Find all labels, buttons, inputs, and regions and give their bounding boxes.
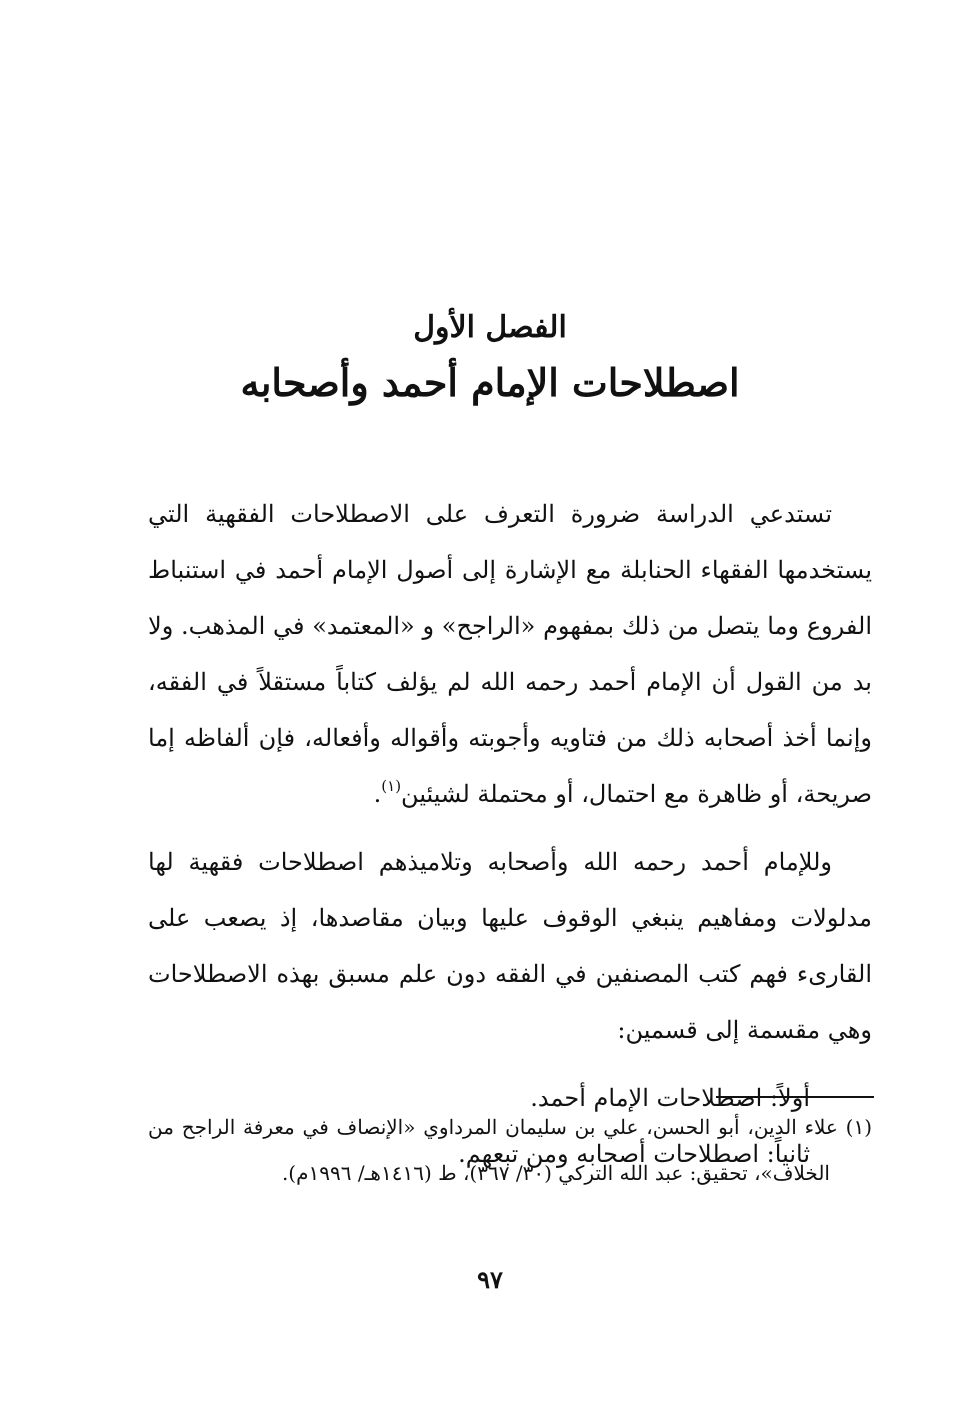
body-text (148, 486, 872, 1182)
footnote-divider (716, 1096, 874, 1098)
paragraph-1-end: . (373, 780, 382, 808)
list-item-first: أولاً: اصطلاحات الإمام أحمد. (530, 1084, 810, 1112)
paragraph-2: وللإمام أحمد رحمه الله وأصحابه وتلاميذهم اصطلاحات فقهية لها مدلولات ومفاهيم ينبغي الوقوف عليها وبيان مقاصدها، إذ يصعب على القارىء فهم كتب المصنفين في الفقه دون علم مسبق بهذه الاصطلاحات وهي مقسمة إلى قسمين: (148, 848, 873, 1044)
footnote (148, 1104, 872, 1196)
paragraph-1 (148, 486, 872, 822)
footnote-marker: (١) (381, 777, 402, 795)
chapter-title: اصطلاحات الإمام أحمد وأصحابه (240, 360, 740, 405)
footnote-text: (١) علاء الدين، أبو الحسن، علي بن سليمان المرداوي «الإنصاف في معرفة الراجح من الخلاف»، تحقيق: عبد الله التركي (٣٠/ ٣٦٧)، ط (١٤١٦هـ/ ١٩٩٦م). (148, 1115, 872, 1185)
page-number: ٩٧ (477, 1265, 503, 1294)
chapter-label: الفصل الأول (413, 310, 567, 345)
list-item-second: ثانياً: اصطلاحات أصحابه ومن تبعهم. (458, 1140, 810, 1168)
paragraph-1-text: تستدعي الدراسة ضرورة التعرف على الاصطلاحات الفقهية التي يستخدمها الفقهاء الحنابلة مع الإشارة إلى أصول الإمام أحمد في استنباط الفروع وما يتصل من ذلك بمفهوم «الراجح» و «المعتمد» في المذهب. ولا بد من القول أن الإمام أحمد رحمه الله لم يؤلف كتاباً مستقلاً في الفقه، وإنما أخذ أصحابه ذلك من فتاويه وأجوبته وأقواله وأفعاله، فإن ألفاظه إما صريحة، أو ظاهرة مع احتمال، أو محتملة لشيئين (148, 500, 872, 808)
